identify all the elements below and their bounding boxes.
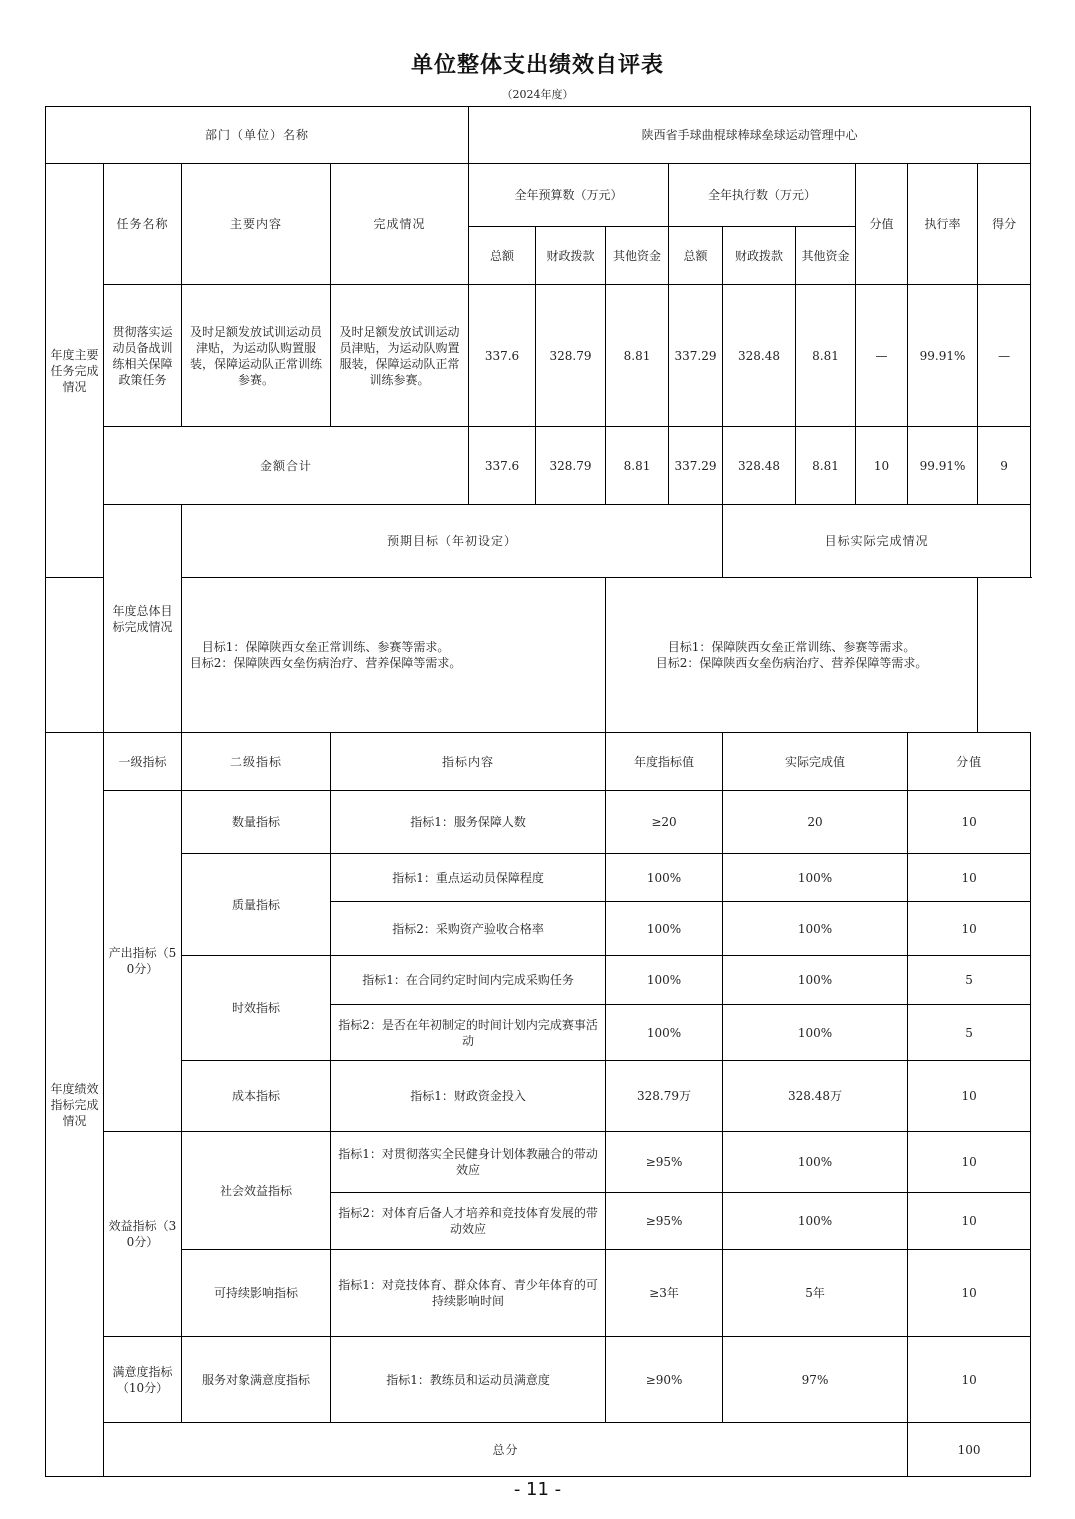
expected-goal-1: 目标1：保障陕西女垒正常训练、参赛等需求。 <box>201 640 450 654</box>
total-value: 100 <box>908 1423 1031 1477</box>
sum-budget-other: 8.81 <box>606 427 669 505</box>
header-budget-total: 总额 <box>469 227 536 285</box>
expected-goal-2: 目标2：保障陕西女垒伤病治疗、营养保障等需求。 <box>189 656 462 670</box>
sum-exec-other: 8.81 <box>796 427 856 505</box>
sum-score: 9 <box>978 427 1031 505</box>
task-exec-rate: 99.91% <box>908 285 978 427</box>
section2-side-label: 年度总体目标完成情况 <box>104 505 182 733</box>
indicator-target: 328.79万 <box>606 1061 723 1132</box>
dept-row <box>46 107 1031 164</box>
header-exec-other: 其他资金 <box>796 227 856 285</box>
header-completion: 完成情况 <box>331 164 469 285</box>
header-indicator-score-value: 分值 <box>908 733 1031 791</box>
indicator-actual: 97% <box>723 1337 908 1423</box>
group-timeliness: 时效指标 <box>182 956 331 1061</box>
actual-goal-2: 目标2：保障陕西女垒伤病治疗、营养保障等需求。 <box>655 656 928 670</box>
indicator-content: 指标1：在合同约定时间内完成采购任务 <box>331 956 606 1005</box>
section3-side-label: 年度绩效指标完成情况 <box>46 733 104 1477</box>
task-score: — <box>978 285 1031 427</box>
header-indicator-content: 指标内容 <box>331 733 606 791</box>
task-score-value: — <box>856 285 908 427</box>
sum-row <box>46 427 1031 505</box>
indicator-actual: 328.48万 <box>723 1061 908 1132</box>
goal-header-row <box>46 505 1031 578</box>
actual-goal-header: 目标实际完成情况 <box>723 505 1031 578</box>
group-quality: 质量指标 <box>182 854 331 956</box>
header-actual: 实际完成值 <box>723 733 908 791</box>
output-indicator-label: 产出指标（50分） <box>104 791 182 1132</box>
actual-goal-1: 目标1：保障陕西女垒正常训练、参赛等需求。 <box>667 640 916 654</box>
indicator-content: 指标1：对竞技体育、群众体育、青少年体育的可持续影响时间 <box>331 1250 606 1337</box>
group-cost: 成本指标 <box>182 1061 331 1132</box>
indicator-target: ≥95% <box>606 1193 723 1250</box>
indicator-score-value: 10 <box>908 1132 1031 1193</box>
sum-exec-rate: 99.91% <box>908 427 978 505</box>
indicator-actual: 100% <box>723 956 908 1005</box>
indicator-score-value: 10 <box>908 1193 1031 1250</box>
indicator-target: 100% <box>606 902 723 956</box>
header-exec-total: 总额 <box>669 227 723 285</box>
task-budget-fiscal: 328.79 <box>536 285 606 427</box>
indicator-score-value: 10 <box>908 854 1031 902</box>
indicator-content: 指标1：重点运动员保障程度 <box>331 854 606 902</box>
indicator-content: 指标1：教练员和运动员满意度 <box>331 1337 606 1423</box>
group-service: 服务对象满意度指标 <box>182 1337 331 1423</box>
group-quantity: 数量指标 <box>182 791 331 854</box>
header-budget-group: 全年预算数（万元） <box>469 164 669 227</box>
sum-budget-total: 337.6 <box>469 427 536 505</box>
satisfaction-indicator-label: 满意度指标（10分） <box>104 1337 182 1423</box>
indicator-actual: 100% <box>723 1132 908 1193</box>
sum-score-value: 10 <box>856 427 908 505</box>
header-level2: 二级指标 <box>182 733 331 791</box>
indicator-content: 指标1：服务保障人数 <box>331 791 606 854</box>
sum-budget-fiscal: 328.79 <box>536 427 606 505</box>
goal-row <box>46 578 1031 733</box>
header-score-value: 分值 <box>856 164 908 285</box>
indicator-actual: 20 <box>723 791 908 854</box>
header-budget-fiscal: 财政拨款 <box>536 227 606 285</box>
indicator-row <box>46 854 1031 902</box>
task-budget-other: 8.81 <box>606 285 669 427</box>
sum-exec-fiscal: 328.48 <box>723 427 796 505</box>
page-title: 单位整体支出绩效自评表 <box>410 53 664 78</box>
header-main-content: 主要内容 <box>182 164 331 285</box>
year-subtitle: （2024年度） <box>501 88 574 101</box>
task-completion: 及时足额发放试训运动员津贴，为运动队购置服装，保障运动队正常训练参赛。 <box>331 285 469 427</box>
header-score: 得分 <box>978 164 1031 285</box>
indicator-content: 指标1：财政资金投入 <box>331 1061 606 1132</box>
header-level1: 一级指标 <box>104 733 182 791</box>
dept-label: 部门（单位）名称 <box>46 107 469 164</box>
indicator-score-value: 10 <box>908 1250 1031 1337</box>
indicator-header-row <box>46 733 1031 791</box>
task-exec-total: 337.29 <box>669 285 723 427</box>
indicator-score-value: 5 <box>908 1005 1031 1061</box>
performance-table <box>45 106 1031 1477</box>
header-exec-group: 全年执行数（万元） <box>669 164 856 227</box>
indicator-target: 100% <box>606 854 723 902</box>
indicator-actual: 100% <box>723 1005 908 1061</box>
sum-label: 金额合计 <box>104 427 469 505</box>
indicator-row <box>46 956 1031 1005</box>
indicator-score-value: 10 <box>908 791 1031 854</box>
task-header-row <box>46 164 1031 227</box>
expected-goals <box>46 578 606 733</box>
indicator-target: 100% <box>606 1005 723 1061</box>
indicator-content: 指标2：采购资产验收合格率 <box>331 902 606 956</box>
indicator-row <box>46 1132 1031 1193</box>
indicator-target: ≥95% <box>606 1132 723 1193</box>
group-sustainable: 可持续影响指标 <box>182 1250 331 1337</box>
page-number: - 11 - <box>513 1479 562 1500</box>
indicator-actual: 5年 <box>723 1250 908 1337</box>
indicator-target: ≥90% <box>606 1337 723 1423</box>
task-content: 及时足额发放试训运动员津贴，为运动队购置服装，保障运动队正常训练参赛。 <box>182 285 331 427</box>
task-row <box>46 285 1031 427</box>
header-task-name: 任务名称 <box>104 164 182 285</box>
actual-goals <box>606 578 978 733</box>
header-budget-other: 其他资金 <box>606 227 669 285</box>
indicator-target: ≥20 <box>606 791 723 854</box>
header-exec-fiscal: 财政拨款 <box>723 227 796 285</box>
header-exec-rate: 执行率 <box>908 164 978 285</box>
indicator-actual: 100% <box>723 902 908 956</box>
indicator-content: 指标2：是否在年初制定的时间计划内完成赛事活动 <box>331 1005 606 1061</box>
indicator-content: 指标2：对体育后备人才培养和竞技体育发展的带动效应 <box>331 1193 606 1250</box>
indicator-row <box>46 1061 1031 1132</box>
indicator-content: 指标1：对贯彻落实全民健身计划体教融合的带动效应 <box>331 1132 606 1193</box>
indicator-score-value: 5 <box>908 956 1031 1005</box>
indicator-score-value: 10 <box>908 1337 1031 1423</box>
indicator-row <box>46 791 1031 854</box>
task-budget-total: 337.6 <box>469 285 536 427</box>
total-label: 总分 <box>104 1423 908 1477</box>
indicator-row <box>46 1337 1031 1423</box>
total-row <box>46 1423 1031 1477</box>
indicator-row <box>46 1250 1031 1337</box>
task-name: 贯彻落实运动员备战训练相关保障政策任务 <box>104 285 182 427</box>
benefit-indicator-label: 效益指标（30分） <box>104 1132 182 1337</box>
group-social: 社会效益指标 <box>182 1132 331 1250</box>
indicator-score-value: 10 <box>908 902 1031 956</box>
section1-side-label: 年度主要任务完成情况 <box>46 164 104 578</box>
indicator-actual: 100% <box>723 854 908 902</box>
indicator-target: ≥3年 <box>606 1250 723 1337</box>
indicator-target: 100% <box>606 956 723 1005</box>
task-exec-other: 8.81 <box>796 285 856 427</box>
header-target: 年度指标值 <box>606 733 723 791</box>
sum-exec-total: 337.29 <box>669 427 723 505</box>
expected-goal-header: 预期目标（年初设定） <box>182 505 723 578</box>
task-exec-fiscal: 328.48 <box>723 285 796 427</box>
indicator-actual: 100% <box>723 1193 908 1250</box>
indicator-score-value: 10 <box>908 1061 1031 1132</box>
dept-name: 陕西省手球曲棍球棒球垒球运动管理中心 <box>469 107 1031 164</box>
